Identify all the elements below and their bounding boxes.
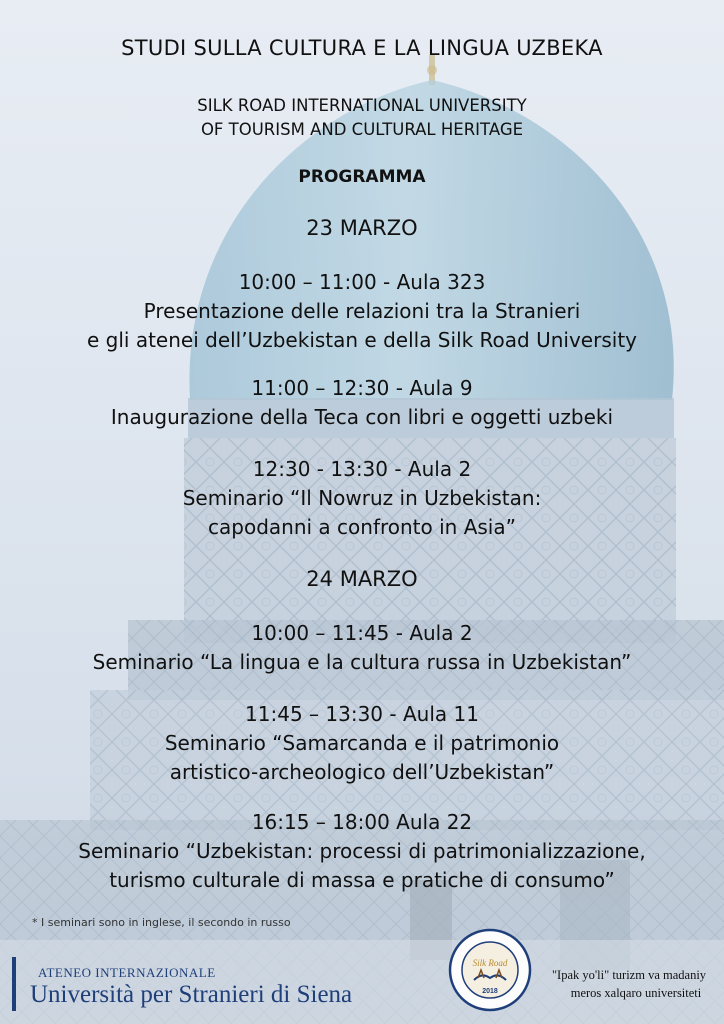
event-description-line: Inaugurazione della Teca con libri e oggetti uzbeki bbox=[110, 405, 614, 429]
day-heading-2: 24 MARZO bbox=[306, 567, 418, 591]
event-time: 10:00 – 11:00 - Aula 323 bbox=[238, 270, 486, 294]
event-description-line: e gli atenei dell’Uzbekistan e della Silk Road University bbox=[87, 328, 637, 352]
event-time: 16:15 – 18:00 Aula 22 bbox=[251, 810, 473, 834]
university-name bbox=[0, 94, 724, 142]
event-description-line: Seminario “La lingua e la cultura russa in Uzbekistan” bbox=[92, 650, 632, 674]
event-5 bbox=[0, 700, 724, 787]
event-time: 10:00 – 11:45 - Aula 2 bbox=[251, 621, 473, 645]
silk-road-caption bbox=[534, 966, 724, 1002]
event-description-line: capodanni a confronto in Asia” bbox=[208, 515, 516, 539]
seal-year: 2018 bbox=[482, 988, 498, 995]
caption-line-1: "Ipak yo'li" turizm va madaniy bbox=[551, 968, 707, 982]
event-description-line: artistico-archeologico dell’Uzbekistan” bbox=[169, 760, 555, 784]
event-time: 11:00 – 12:30 - Aula 9 bbox=[251, 376, 473, 400]
event-time: 11:45 – 13:30 - Aula 11 bbox=[245, 702, 479, 726]
caption-line-2: meros xalqaro universiteti bbox=[570, 986, 702, 1000]
event-description-line: Seminario “Samarcanda e il patrimonio bbox=[164, 731, 560, 755]
logo-subtitle: ATENEO INTERNAZIONALE bbox=[38, 965, 216, 980]
event-description-line: turismo culturale di massa e pratiche di consumo” bbox=[109, 868, 615, 892]
event-3 bbox=[0, 455, 724, 542]
university-siena-logo bbox=[8, 955, 388, 1015]
event-1 bbox=[0, 268, 724, 355]
event-description-line: Presentazione delle relazioni tra la Stranieri bbox=[143, 299, 581, 323]
footnote: * I seminari sono in inglese, il secondo in russo bbox=[32, 916, 291, 929]
event-description-line: Seminario “Il Nowruz in Uzbekistan: bbox=[182, 486, 542, 510]
event-2 bbox=[0, 374, 724, 432]
page-title: STUDI SULLA CULTURA E LA LINGUA UZBEKA bbox=[121, 36, 603, 60]
event-time: 12:30 - 13:30 - Aula 2 bbox=[252, 457, 472, 481]
event-4 bbox=[0, 619, 724, 677]
programma-heading: PROGRAMMA bbox=[298, 167, 426, 187]
silk-road-university-seal-icon bbox=[448, 928, 532, 1012]
university-name-line-1: SILK ROAD INTERNATIONAL UNIVERSITY bbox=[197, 96, 527, 115]
event-6 bbox=[0, 808, 724, 895]
event-description-line: Seminario “Uzbekistan: processi di patrimonializzazione, bbox=[78, 839, 646, 863]
logo-name: Università per Stranieri di Siena bbox=[30, 981, 353, 1008]
logo-bar bbox=[12, 957, 16, 1011]
seal-name: Silk Road bbox=[472, 958, 508, 968]
day-heading-1: 23 MARZO bbox=[306, 216, 418, 240]
university-name-line-2: OF TOURISM AND CULTURAL HERITAGE bbox=[200, 120, 524, 139]
